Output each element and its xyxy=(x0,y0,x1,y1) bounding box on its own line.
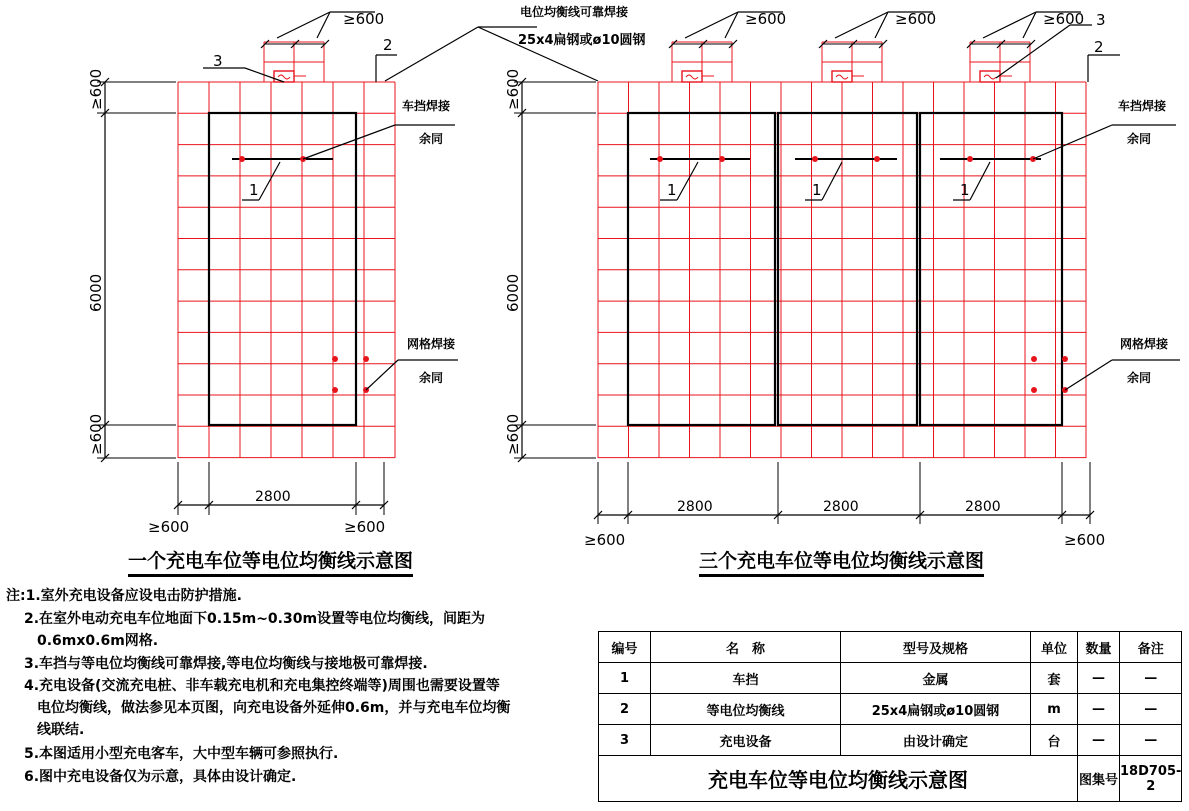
callout-number: 1 xyxy=(960,181,970,199)
grid-weld-label: 网格焊接 xyxy=(1120,337,1169,351)
leader-line xyxy=(996,25,1070,78)
leader-line xyxy=(1065,360,1112,390)
weld-dot xyxy=(719,156,725,162)
legend-cell: 车挡 xyxy=(651,663,841,694)
dimension-label-vertical: ≥600 xyxy=(504,68,522,110)
legend-table xyxy=(598,631,1182,802)
legend-header-row xyxy=(599,632,1182,663)
dimension-label: 2800 xyxy=(255,489,291,505)
callout-number: 1 xyxy=(249,181,259,199)
leader-line xyxy=(317,12,330,38)
leader-line xyxy=(1023,12,1036,38)
same-label: 余同 xyxy=(419,371,444,385)
dimension-label: 2800 xyxy=(677,499,713,515)
legend-row xyxy=(599,694,1182,725)
single-bay-title: 一个充电车位等电位均衡线示意图 xyxy=(128,546,413,577)
legend-cell: 等电位均衡线 xyxy=(651,694,841,725)
leader-line xyxy=(259,162,280,200)
legend-cell: 金属 xyxy=(841,663,1031,694)
leader-line xyxy=(303,125,395,159)
callout-number: 1 xyxy=(812,181,822,199)
note-4-cont-a: 电位均衡线，做法参见本页图，向充电设备外延伸0.6m，并与充电车位均衡 xyxy=(37,700,511,716)
note-6: 6.图中充电设备仅为示意，具体由设计确定. xyxy=(24,769,297,785)
legend-cell: 25x4扁钢或ø10圆钢 xyxy=(841,694,1031,725)
note-2-cont: 0.6mx0.6m网格. xyxy=(37,633,159,649)
same-label: 余同 xyxy=(1127,371,1152,385)
legend-cell: 1 xyxy=(599,663,651,694)
callout-number: 3 xyxy=(1096,11,1106,29)
dimension-label-vertical: ≥600 xyxy=(504,413,522,455)
weld-dot xyxy=(1031,387,1037,393)
weld-dot xyxy=(363,356,369,362)
atlas-number: 18D705-2 xyxy=(1120,756,1182,802)
leader-line xyxy=(822,162,842,200)
legend-cell: — xyxy=(1120,725,1182,756)
dimension-label: 2800 xyxy=(965,499,1001,515)
leader-line xyxy=(1033,125,1112,159)
legend-title: 充电车位等电位均衡线示意图 xyxy=(599,756,1078,802)
legend-cell: m xyxy=(1031,694,1078,725)
charger-wave-icon xyxy=(278,75,290,79)
callout-number: 2 xyxy=(1094,38,1104,56)
dimension-label: ≥600 xyxy=(344,518,386,536)
leader-lines xyxy=(203,12,1180,390)
legend-title-row xyxy=(599,756,1182,802)
legend-cell: — xyxy=(1078,663,1120,694)
legend-header-no: 编号 xyxy=(599,632,651,663)
dimension-label-vertical: ≥600 xyxy=(87,68,105,110)
leader-line xyxy=(277,12,330,38)
note-4: 4.充电设备(交流充电桩、非车载充电机和充电集控终端等)周围也需要设置等 xyxy=(24,678,500,694)
leader-line xyxy=(725,12,738,38)
charger-wave-icon xyxy=(686,75,698,79)
leader-line xyxy=(875,12,888,38)
dimension-label: ≥600 xyxy=(895,10,937,28)
dimension-label-vertical: 6000 xyxy=(87,273,105,312)
dimension-label: ≥600 xyxy=(1043,10,1085,28)
legend-header-remark: 备注 xyxy=(1120,632,1182,663)
stop-weld-label: 车挡焊接 xyxy=(1118,99,1167,113)
legend-header-spec: 型号及规格 xyxy=(841,632,1031,663)
charger-wave-icon xyxy=(836,75,848,79)
legend-cell: 充电设备 xyxy=(651,725,841,756)
legend-cell: 套 xyxy=(1031,663,1078,694)
same-label: 余同 xyxy=(1127,132,1152,146)
leader-line xyxy=(366,360,398,390)
leader-line xyxy=(835,12,888,38)
triple-bay-title: 三个充电车位等电位均衡线示意图 xyxy=(699,546,984,577)
weld-dot xyxy=(967,156,973,162)
legend-row xyxy=(599,663,1182,694)
leader-line xyxy=(970,162,990,200)
dimension-label: ≥600 xyxy=(343,10,385,28)
dimension-label-vertical: ≥600 xyxy=(87,413,105,455)
weld-dot xyxy=(332,356,338,362)
weld-dot xyxy=(1031,356,1037,362)
legend-cell: — xyxy=(1078,725,1120,756)
note-1: 注:1.室外充电设备应设电击防护措施. xyxy=(6,588,242,604)
charger-wave-icon xyxy=(984,75,996,79)
note-3: 3.车挡与等电位均衡线可靠焊接,等电位均衡线与接地极可靠焊接. xyxy=(24,656,428,672)
note-5: 5.本图适用小型充电客车，大中型车辆可参照执行. xyxy=(24,746,339,762)
grid-weld-label: 网格焊接 xyxy=(407,337,456,351)
atlas-label: 图集号 xyxy=(1078,756,1120,802)
dimension-label: ≥600 xyxy=(1064,531,1106,549)
stop-weld-label: 车挡焊接 xyxy=(402,99,451,113)
legend-header-name: 名 称 xyxy=(651,632,841,663)
note-4-cont-b: 线联结. xyxy=(37,722,85,738)
leader-line xyxy=(677,162,698,200)
dimension-label: 2800 xyxy=(823,499,859,515)
weld-dot xyxy=(874,156,880,162)
dimension-label: ≥600 xyxy=(584,531,626,549)
weld-dot xyxy=(239,156,245,162)
legend-header-unit: 单位 xyxy=(1031,632,1078,663)
legend-cell: 台 xyxy=(1031,725,1078,756)
dimension-label: ≥600 xyxy=(148,518,190,536)
leader-line xyxy=(385,27,478,81)
weld-dot xyxy=(657,156,663,162)
bond-line-title: 电位均衡线可靠焊接 xyxy=(520,5,629,19)
dimension-label-vertical: 6000 xyxy=(504,273,522,312)
callout-number: 3 xyxy=(213,52,223,70)
legend-cell: — xyxy=(1120,694,1182,725)
red-equipotential-grids xyxy=(178,42,1086,458)
legend-header-qty: 数量 xyxy=(1078,632,1120,663)
parking-bays xyxy=(209,113,1068,425)
bond-line-spec: 25x4扁钢或ø10圆钢 xyxy=(518,33,646,48)
legend-cell: — xyxy=(1078,694,1120,725)
leader-line xyxy=(685,12,738,38)
legend-cell: 由设计确定 xyxy=(841,725,1031,756)
legend-cell: 3 xyxy=(599,725,651,756)
same-label: 余同 xyxy=(419,132,444,146)
note-2: 2.在室外电动充电车位地面下0.15m~0.30m设置等电位均衡线，间距为 xyxy=(24,611,486,627)
weld-dot xyxy=(332,387,338,393)
leader-line xyxy=(983,12,1036,38)
callout-number: 1 xyxy=(667,181,677,199)
legend-cell: 2 xyxy=(599,694,651,725)
weld-dot xyxy=(1062,356,1068,362)
dimension-label: ≥600 xyxy=(745,10,787,28)
legend-cell: — xyxy=(1120,663,1182,694)
weld-dot xyxy=(812,156,818,162)
legend-row xyxy=(599,725,1182,756)
callout-number: 2 xyxy=(383,36,393,54)
